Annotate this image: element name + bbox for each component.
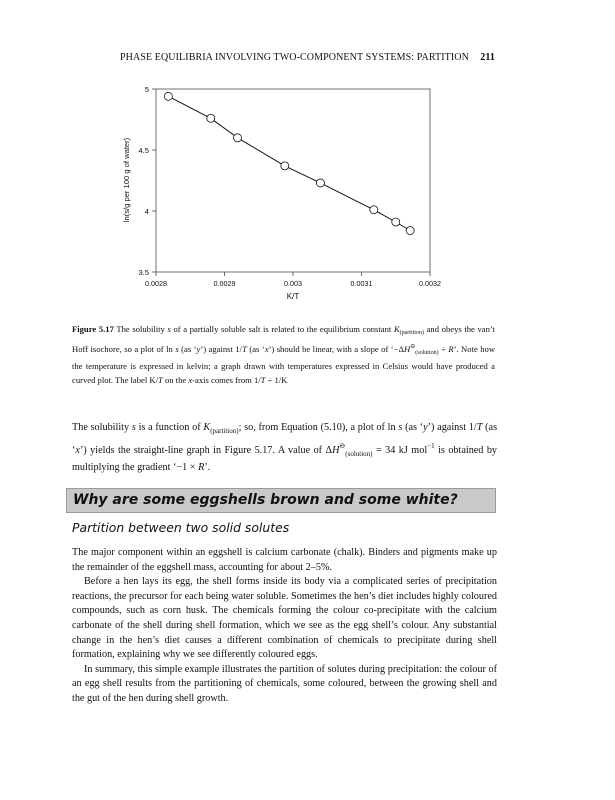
x-tick-label: 0.0032 bbox=[419, 279, 441, 288]
x-axis bbox=[145, 272, 441, 288]
caption-text: (as ‘ bbox=[181, 343, 197, 354]
paragraph-text: The solubility bbox=[72, 422, 130, 433]
caption-var: K bbox=[393, 324, 400, 334]
paragraph-var: H bbox=[332, 444, 340, 456]
y-axis-label: ln(s/g per 100 g of water) bbox=[122, 137, 131, 223]
caption-var: y bbox=[196, 343, 201, 354]
caption-var: T bbox=[158, 375, 163, 386]
body-paragraph: Before a hen lays its egg, the shell forms inside its body via a complicated series of precipitation reactions, the precursor for each being water soluble. Sometimes the hen’s diet includes highly coloured compounds, such as corn husk. The chemicals forming the colour co-precipitate with the calcium carbonate of the shell during shell formation, which we see as the egg shell’s colour. Any substantial change in the hen’s diet causes a different combination of chemicals to precipitate during shell formation, explaining why we see differently coloured eggs. bbox=[72, 576, 497, 661]
paragraph-var: s bbox=[398, 422, 403, 433]
caption-var: H bbox=[404, 343, 411, 354]
data-point bbox=[164, 92, 172, 100]
paragraph-superscript: ⊖ bbox=[339, 441, 346, 450]
data-point bbox=[316, 179, 324, 187]
solubility-chart bbox=[110, 80, 450, 310]
caption-subscript: (solution) bbox=[415, 349, 439, 356]
box-heading: Why are some eggshells brown and some white? bbox=[66, 488, 496, 513]
figure-label: Figure 5.17 bbox=[72, 324, 114, 334]
paragraph-var: K bbox=[203, 422, 211, 433]
x-tick-label: 0.0029 bbox=[213, 279, 236, 288]
paragraph-text: (as ‘ bbox=[72, 422, 498, 456]
body-paragraph: In summary, this simple example illustrates the partition of solutes during precipitation: the colour of an egg shell results from the partitioning of chemicals, some coloured, between the growing shell and the gut of the hen during shell growth. bbox=[72, 663, 497, 704]
caption-text: and obeys the van’t Hoff isochore, so a plot of ln bbox=[72, 324, 495, 354]
caption-text: (as ‘ bbox=[249, 343, 265, 354]
y-tick-label: 4.5 bbox=[138, 146, 149, 155]
body-text bbox=[72, 546, 497, 707]
caption-text: ’) against 1/ bbox=[200, 343, 243, 354]
plot-frame bbox=[156, 89, 430, 272]
data-point bbox=[392, 218, 400, 226]
caption-var: T bbox=[260, 375, 266, 386]
caption-var: x bbox=[188, 375, 193, 386]
x-tick-label: 0.0028 bbox=[145, 279, 167, 288]
body-paragraph: The major component within an eggshell is calcium carbonate (chalk). Binders and pigments make up the remainder of the eggshell mass, accounting for about 2–5%. bbox=[72, 547, 497, 573]
caption-superscript: ⊖ bbox=[410, 343, 416, 350]
paragraph-text: = 34 kJ mol bbox=[375, 444, 428, 456]
sub-heading: Partition between two solid solutes bbox=[72, 520, 290, 535]
x-axis-label: K/T bbox=[286, 292, 300, 301]
caption-var: R bbox=[448, 343, 454, 354]
x-tick-label: 0.003 bbox=[284, 279, 302, 288]
caption-text: on the bbox=[164, 375, 187, 386]
y-axis bbox=[138, 85, 156, 277]
caption-text: of a partially soluble salt is related to the equilibrium constant bbox=[173, 324, 392, 334]
paragraph bbox=[72, 421, 497, 476]
running-title: PHASE EQUILIBRIA INVOLVING TWO-COMPONENT SYSTEMS: PARTITION bbox=[120, 52, 469, 63]
data-point bbox=[406, 227, 414, 235]
paragraph-text: ’) yields the straight-line graph in Figure 5.17. A value of Δ bbox=[79, 444, 333, 456]
paragraph-text: ’. bbox=[204, 462, 211, 474]
paragraph-subscript: (solution) bbox=[345, 449, 373, 458]
data-point bbox=[370, 206, 378, 214]
caption-text: -axis comes from 1/ bbox=[192, 375, 261, 386]
x-tick-label: 0.0031 bbox=[350, 279, 373, 288]
paragraph-text: is a function of bbox=[138, 422, 201, 433]
paragraph-var: y bbox=[423, 422, 428, 433]
caption-text: ’) should be linear, with a slope of ‘−Δ bbox=[268, 343, 405, 354]
y-tick-label: 4 bbox=[144, 207, 149, 216]
y-tick-label: 3.5 bbox=[138, 268, 149, 277]
caption-text: ’. Note how the temperature is expressed in kelvin; a graph drawn with temperatures expressed in Celsius would have produced a curved plot. The label K/ bbox=[72, 343, 496, 386]
caption-var: s bbox=[167, 324, 171, 334]
caption-var: s bbox=[175, 343, 179, 354]
paragraph-text: (as ‘ bbox=[405, 422, 424, 433]
paragraph-var: x bbox=[75, 444, 80, 456]
paragraph-subscript: (partition) bbox=[210, 427, 239, 435]
data-point bbox=[281, 162, 289, 170]
figure-caption bbox=[72, 323, 495, 388]
caption-text: ÷ bbox=[441, 343, 446, 354]
paragraph-superscript: −1 bbox=[427, 441, 435, 450]
data-point bbox=[234, 134, 242, 142]
paragraph-var: R bbox=[198, 462, 205, 474]
paragraph-var: s bbox=[131, 422, 136, 433]
caption-var: T bbox=[242, 343, 247, 354]
paragraph-text: ’) against 1/ bbox=[427, 422, 477, 433]
caption-text: ÷ 1/K bbox=[267, 375, 288, 386]
page-number: 211 bbox=[480, 52, 495, 63]
paragraph-var: T bbox=[476, 422, 483, 433]
y-tick-label: 5 bbox=[144, 85, 149, 94]
paragraph-text: is obtained by multiplying the gradient ‘−1 × bbox=[72, 444, 498, 474]
data-point bbox=[207, 114, 215, 122]
caption-var: x bbox=[264, 343, 269, 354]
paragraph-text: ; so, from Equation (5.10), a plot of ln bbox=[238, 422, 396, 433]
caption-subscript: (partition) bbox=[399, 330, 424, 336]
caption-text: The solubility bbox=[116, 324, 165, 334]
